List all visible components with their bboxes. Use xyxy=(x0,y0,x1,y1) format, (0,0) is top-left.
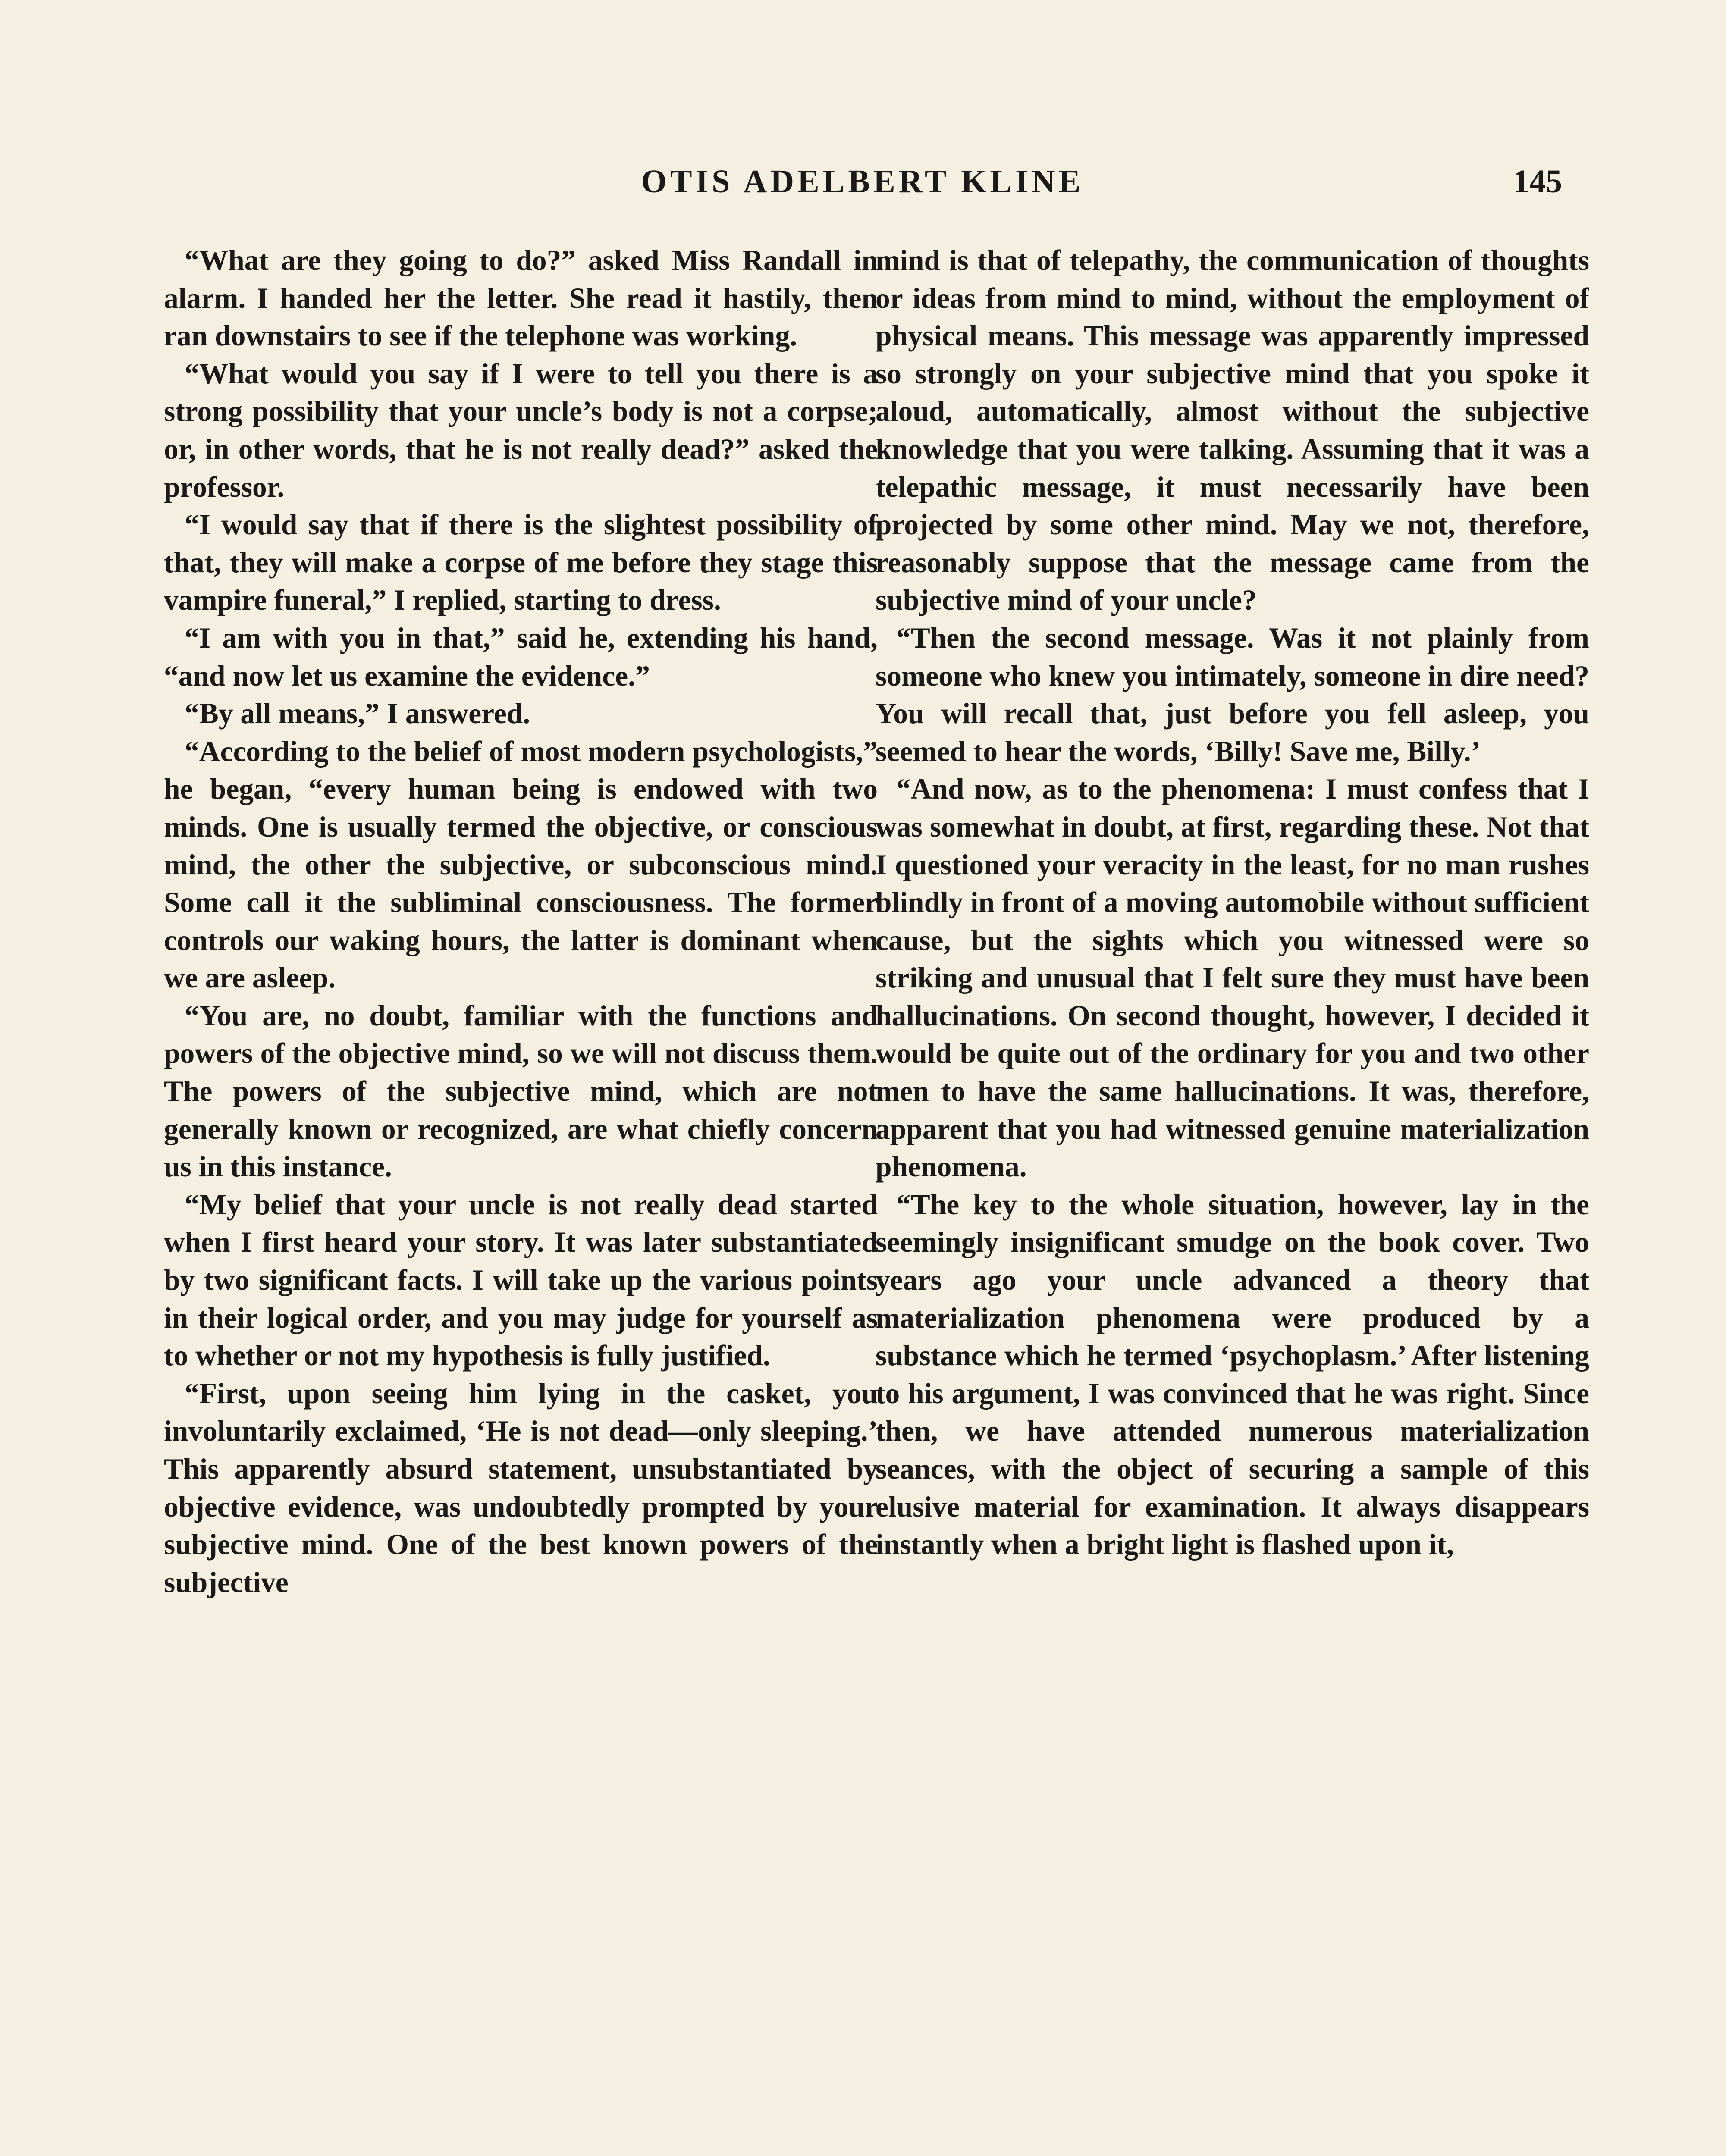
paragraph: “By all means,” I answered. xyxy=(185,697,530,730)
paragraph: “What are they going to do?” asked Miss Randall in alarm. I handed her the letter. She read it hastily, then ran downstairs to see if the telephone was working. xyxy=(164,244,878,352)
paragraph: “I am with you in that,” said he, extending his hand, “and now let us examine the evidence.” xyxy=(164,621,878,692)
paragraph: “What would you say if I were to tell you there is a strong possibility that your uncle’s body is not a corpse; or, in other words, that he is not really dead?” asked the professor. xyxy=(164,357,878,503)
paragraph: “According to the belief of most modern psychologists,” he began, “every human being is endowed with two minds. One is usually termed the objective, or conscious mind, the other the subjective, or subconscious mind. Some call it the subliminal consciousness. The former controls our waking hours, the latter is dominant when we are asleep. xyxy=(164,735,878,994)
text-column-right xyxy=(876,241,1589,2156)
paragraph: “Then the second message. Was it not plainly from someone who knew you intimately, someone in dire need? You will recall that, just before you fell asleep, you seemed to hear the words, ‘Billy! Save me, Billy.’ xyxy=(876,621,1589,768)
text-column-left xyxy=(164,241,878,2156)
paragraph: “I would say that if there is the slightest possibility of that, they will make a corpse of me before they stage this vampire funeral,” I replied, starting to dress. xyxy=(164,508,878,617)
paragraph-continued: mind is that of telepathy, the communication of thoughts or ideas from mind to mind, without the employment of physical means. This message was apparently impressed so strongly on your subjective mind that you spoke it aloud, automatically, almost without the subjective knowledge that you were talking. Assuming that it was a telepathic message, it must necessarily have been projected by some other mind. May we not, therefore, reasonably suppose that the message came from the subjective mind of your uncle? xyxy=(876,244,1589,617)
running-head-author: OTIS ADELBERT KLINE xyxy=(641,163,1084,200)
paragraph: “You are, no doubt, familiar with the functions and powers of the objective mind, so we will not discuss them. The powers of the subjective mind, which are not generally known or recognized, are what chiefly concern us in this instance. xyxy=(164,999,878,1183)
paragraph: “First, upon seeing him lying in the casket, you involuntarily exclaimed, ‘He is not dead—only sleeping.’ This apparently absurd statement, unsubstantiated by objective evidence, was undoubtedly prompted by your subjective mind. One of the best known powers of the subjective xyxy=(164,1377,878,1598)
paragraph: “My belief that your uncle is not really dead started when I first heard your story. It was later substantiated by two significant facts. I will take up the various points in their logical order, and you may judge for yourself as to whether or not my hypothesis is fully justified. xyxy=(164,1188,878,1372)
page-number: 145 xyxy=(1513,163,1562,200)
paragraph: “And now, as to the phenomena: I must confess that I was somewhat in doubt, at first, regarding these. Not that I questioned your veracity in the least, for no man rushes blindly in front of a moving automobile without sufficient cause, but the sights which you witnessed were so striking and unusual that I felt sure they must have been hallucinations. On second thought, however, I decided it would be quite out of the ordinary for you and two other men to have the same hallucinations. It was, therefore, apparent that you had witnessed genuine materialization phenomena. xyxy=(876,773,1589,1183)
paragraph: “The key to the whole situation, however, lay in the seemingly insignificant smudge on the book cover. Two years ago your uncle advanced a theory that materialization phenomena were produced by a substance which he termed ‘psychoplasm.’ After listening to his argument, I was convinced that he was right. Since then, we have attended numerous materialization seances, with the object of securing a sample of this elusive material for examination. It always disappears instantly when a bright light is flashed upon it, xyxy=(876,1188,1589,1561)
